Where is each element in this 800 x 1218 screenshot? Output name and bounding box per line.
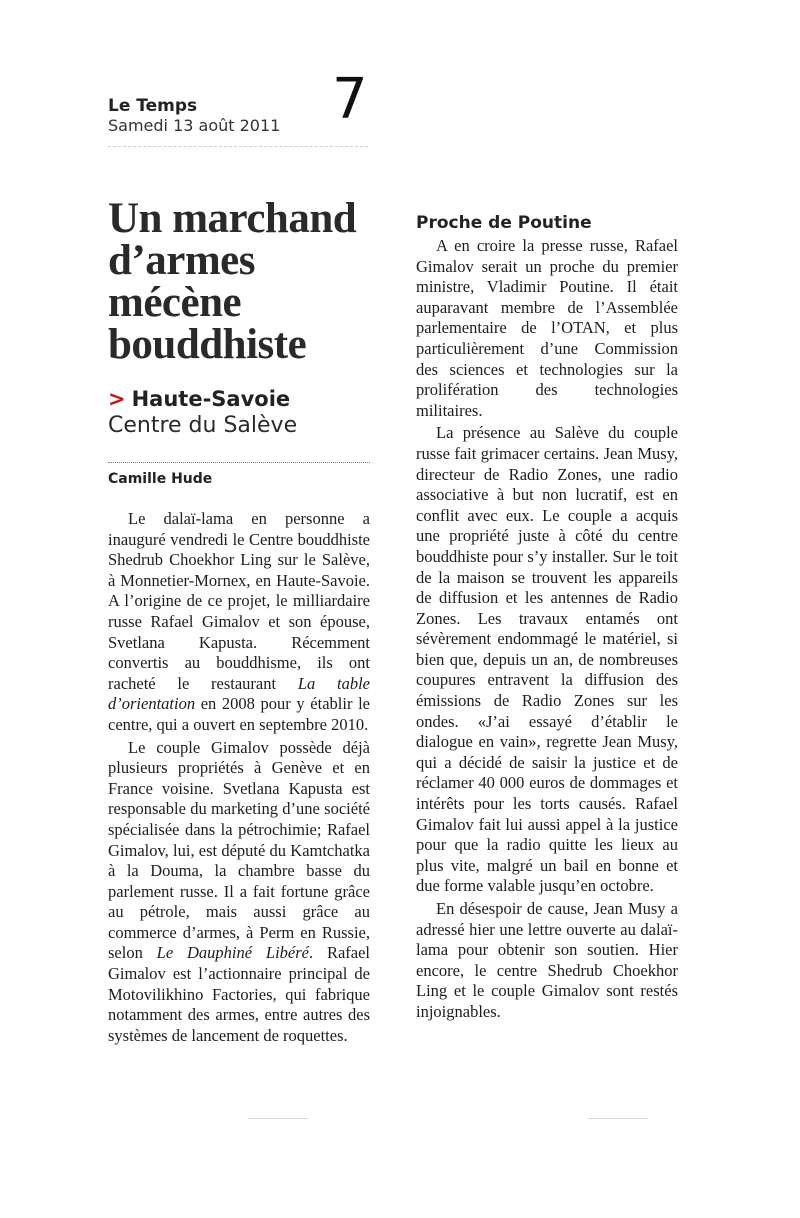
article-subhead: Centre du Salève [108,413,298,438]
section-heading: Proche de Poutine [416,213,592,233]
rubric-arrow-icon: > [108,387,126,411]
newspaper-name: Le Temps [108,96,198,116]
paragraph: La présence au Salève du couple russe fait grimacer certains. Jean Musy, directeur de Radio Zones, une radio associative à but non lucratif, est en conflit avec eux. Le couple a acquis une propriété juste à côté du centre bouddhiste pour s’y installer. Sur le toit de la maison se trouvent les appareils de diffusion et les antennes de Radio Zones. Les travaux entamés ont sévèrement endommagé le matériel, si bien que, depuis un an, de nombreuses coupures entravent la diffusion des émissions de Radio Zones sur les ondes. «J’ai essayé d’établir le dialogue en vain», regrette Jean Musy, qui a décidé de saisir la justice et de réclamer 40 000 euros de dommages et intérêts pour les torts causés. Rafael Gimalov fait lui aussi appel à la justice pour que la radio quitte les lieux au plus vite, malgré un bail en bonne et due forme valable jusqu’en octobre. [416,423,678,896]
byline: Camille Hude [108,462,370,487]
article-headline: Un marchand d’armes mécène bouddhiste [108,195,357,368]
paragraph: En désespoir de cause, Jean Musy a adressé hier une lettre ouverte au dalaï-lama pour obtenir son soutien. Hier encore, le centre Shedrub Choekhor Ling et le couple Gimalov sont restés injoignables. [416,899,678,1021]
page-number: 7 [332,67,368,132]
paragraph: A en croire la presse russe, Rafael Gimalov serait un proche du premier ministre, Vladimir Poutine. Il était auparavant membre de l’Assemblée parlementaire de l’OTAN, et plus particulièrement d’une Commission des sciences et technologies sur la prolifération des technologies militaires. [416,236,678,420]
right-column [416,212,678,1023]
paragraph: Le couple Gimalov possède déjà plusieurs propriétés à Genève et en France voisine. Svetlana Kapusta est responsable du marketing d’une société spécialisée dans la pétrochimie; Rafael Gimalov, lui, est député du Kamtchatka à la Douma, la chambre basse du parlement russe. Il a fait fortune grâce au pétrole, mais aussi grâce au commerce d’armes, à Perm en Russie, selon Le Dauphiné Libéré. Rafael Gimalov est l’actionnaire principal de Motovilikhino Factories, qui fabrique notamment des armes, entre autres des systèmes de lancement de roquettes. [108,737,370,1045]
paragraph: Le dalaï-lama en personne a inauguré vendredi le Centre bouddhiste Shedrub Choekhor Ling sur le Salève, à Monnetier-Mornex, en Haute-Savoie. A l’origine de ce projet, le milliardaire russe Rafael Gimalov et son épouse, Svetlana Kapusta. Récemment convertis au bouddhisme, ils ont racheté le restaurant La table d’orientation en 2008 pour y établir le centre, qui a ouvert en septembre 2010. [108,509,370,734]
masthead-divider [108,146,368,147]
right-body-text [416,236,678,1023]
masthead [108,96,280,136]
footer-divider [588,1118,648,1119]
rubric [108,386,370,412]
left-body-text [108,509,370,1046]
rubric-label: Haute-Savoie [131,387,291,411]
footer-divider [248,1118,308,1119]
issue-date: Samedi 13 août 2011 [108,116,281,135]
left-column [108,195,370,1046]
